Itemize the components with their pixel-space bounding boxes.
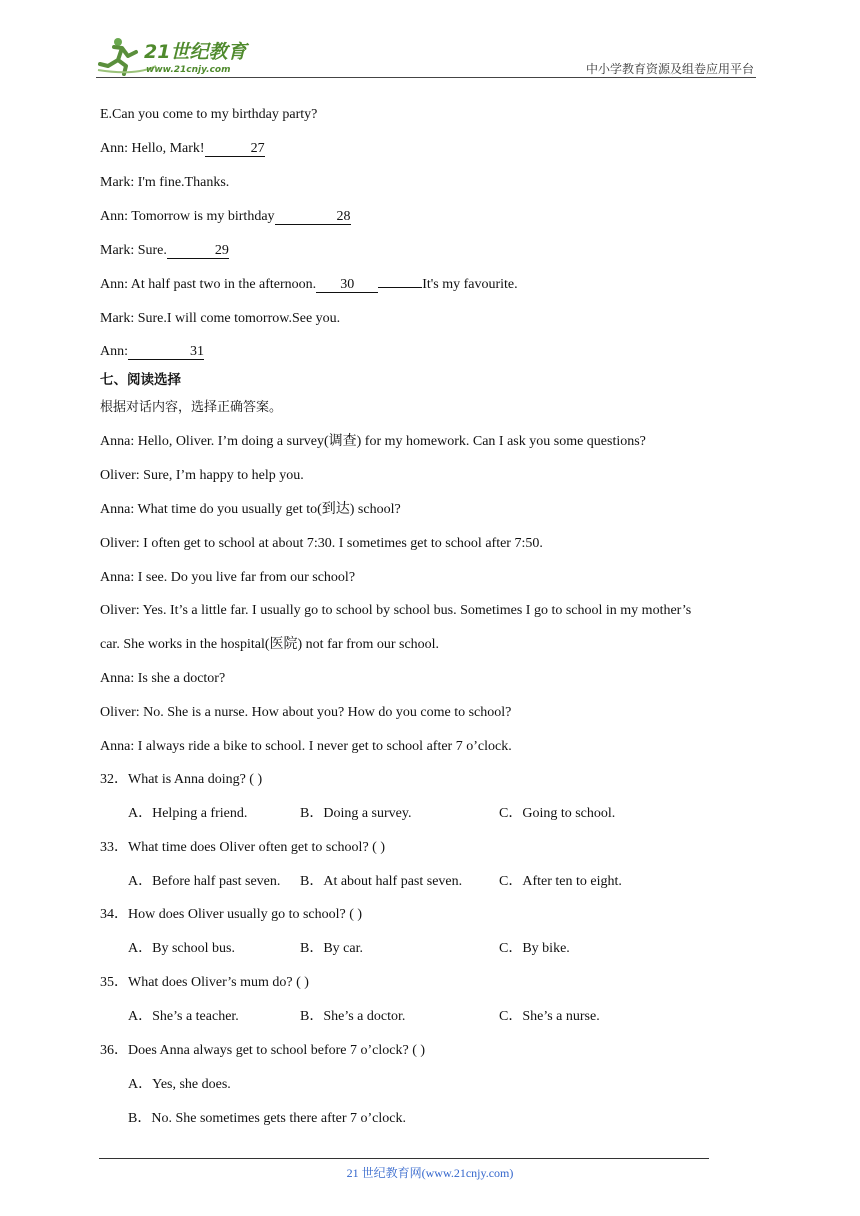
section-title: 七、阅读选择 [100,372,181,388]
option-b[interactable]: B．No. She sometimes gets there after 7 o’clock. [128,1111,406,1126]
dialogue-line: Ann: Hello, Mark! 27 [100,141,265,156]
option-b[interactable]: B．She’s a doctor. [300,1009,406,1024]
option-c[interactable]: C．After ten to eight. [499,874,622,889]
page-header [0,0,860,80]
section-instruction: 根据对话内容，选择正确答案。 [100,400,283,415]
option-a[interactable]: A．She’s a teacher. [128,1009,239,1024]
dialogue-line: Mark: Sure. 29 [100,243,229,258]
passage-line: Anna: I always ride a bike to school. I never get to school after 7 o’clock. [100,739,512,754]
passage-line: Anna: Hello, Oliver. I’m doing a survey(调查) for my homework. Can I ask you some questions? [100,434,646,449]
passage-line: Oliver: No. She is a nurse. How about you? How do you come to school? [100,705,512,720]
svg-text:www.21cnjy.com: www.21cnjy.com [146,65,231,75]
dialogue-line: Ann: Tomorrow is my birthday 28 [100,209,351,224]
passage-line: car. She works in the hospital(医院) not far from our school. [100,637,440,652]
dialogue-line: Mark: I'm fine.Thanks. [100,175,230,190]
question-35: 35．What does Oliver’s mum do? ( ) [100,975,309,990]
header-divider [96,77,756,78]
passage-line: Oliver: Sure, I’m happy to help you. [100,468,304,483]
svg-text:21世纪教育: 21世纪教育 [144,41,247,63]
question-34: 34．How does Oliver usually go to school? ( ) [100,907,363,922]
footer-text[interactable]: 21 世纪教育网(www.21cnjy.com) [346,1166,514,1180]
answer-blank-30[interactable]: 30 [316,278,378,293]
answer-blank-31[interactable]: 31 [128,345,204,360]
answer-blank-28[interactable]: 28 [275,210,351,225]
passage-line: Anna: I see. Do you live far from our school? [100,570,356,585]
platform-name: 中小学教育资源及组卷应用平台 [585,62,754,76]
option-b[interactable]: B．At about half past seven. [300,874,463,889]
option-b[interactable]: B．Doing a survey. [300,806,412,821]
dialogue-line: Ann: At half past two in the afternoon. 30 It's my favourite. [100,277,518,292]
option-c[interactable]: C．She’s a nurse. [499,1009,600,1024]
option-a[interactable]: A．Yes, she does. [128,1077,231,1092]
option-b[interactable]: B．By car. [300,941,363,956]
option-a[interactable]: A．Before half past seven. [128,874,281,889]
question-36: 36．Does Anna always get to school before 7 o’clock? ( ) [100,1043,426,1058]
option-a[interactable]: A．Helping a friend. [128,806,248,821]
passage-line: Anna: What time do you usually get to(到达) school? [100,502,401,517]
passage-line: Oliver: I often get to school at about 7:30. I sometimes get to school after 7:50. [100,536,543,551]
option-c[interactable]: C．By bike. [499,941,570,956]
question-32: 32．What is Anna doing? ( ) [100,772,263,787]
option-a[interactable]: A．By school bus. [128,941,235,956]
logo-21cnjy [96,36,266,78]
footer-divider [99,1158,709,1159]
passage-line: Anna: Is she a doctor? [100,671,226,686]
dialogue-line: Mark: Sure.I will come tomorrow.See you. [100,311,341,326]
answer-blank-27[interactable]: 27 [205,142,265,157]
dialogue-line: Ann: 31 [100,344,204,359]
option-e: E.Can you come to my birthday party? [100,107,318,122]
question-33: 33．What time does Oliver often get to school? ( ) [100,840,385,855]
answer-blank-29[interactable]: 29 [167,244,229,259]
passage-line: Oliver: Yes. It’s a little far. I usually go to school by school bus. Sometimes I go to school in my mother’s [100,603,692,618]
option-c[interactable]: C．Going to school. [499,806,616,821]
